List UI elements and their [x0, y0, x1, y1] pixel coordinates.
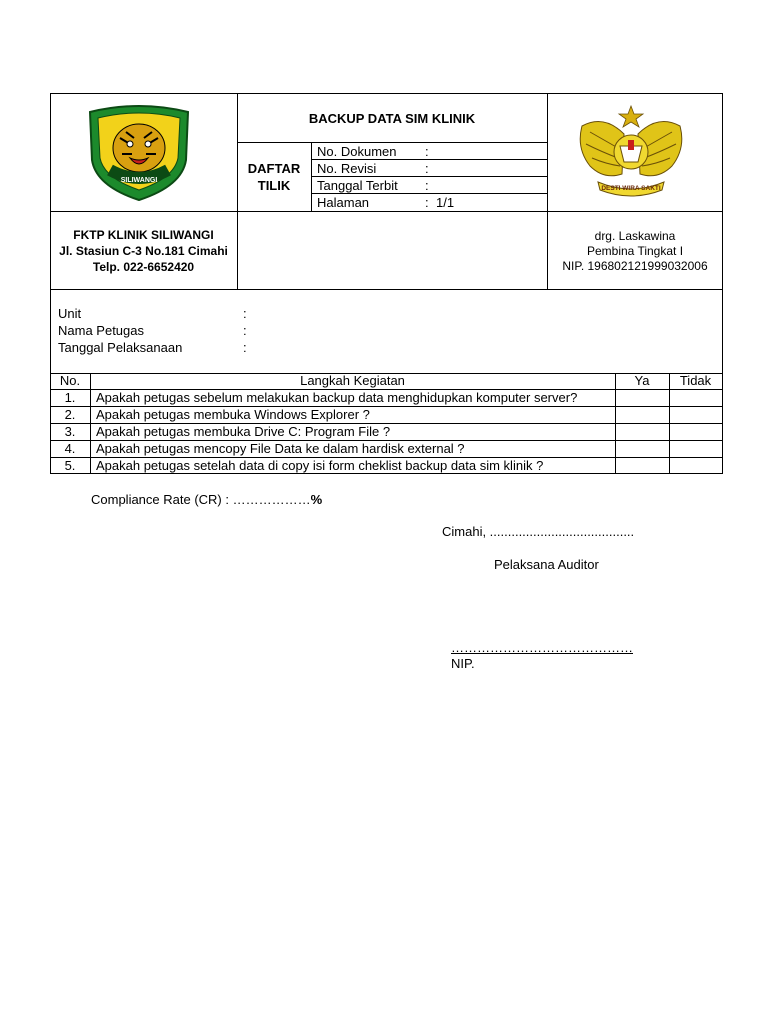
col-line — [669, 373, 670, 474]
signer-nip: NIP. 196802121999032006 — [562, 259, 708, 273]
kodam-emblem — [574, 104, 688, 198]
signer-rank: Pembina Tingkat I — [586, 244, 684, 258]
meta-label: No. Dokumen — [317, 144, 397, 159]
svg-text:SILIWANGI: SILIWANGI — [120, 177, 158, 184]
divider — [50, 211, 723, 212]
divider — [237, 142, 547, 143]
meta-sep: : — [425, 178, 429, 193]
svg-text:DESTI WIRA SAKTI: DESTI WIRA SAKTI — [601, 185, 661, 192]
form-type-line1: DAFTAR — [247, 161, 301, 176]
meta-sep: : — [425, 144, 429, 159]
header-no: No. — [59, 373, 81, 388]
nip-label: NIP. — [451, 656, 475, 671]
compliance-rate — [91, 493, 322, 506]
row-no: 3. — [64, 424, 76, 439]
meta-label: Tanggal Terbit — [317, 178, 398, 193]
col-line — [615, 373, 616, 474]
field-label-petugas: Nama Petugas — [58, 323, 144, 338]
row-step: Apakah petugas mencopy File Data ke dalam hardisk external ? — [96, 441, 465, 456]
field-sep: : — [243, 340, 247, 355]
divider — [311, 193, 547, 194]
row-step: Apakah petugas membuka Drive C: Program File ? — [96, 424, 391, 439]
field-label-unit: Unit — [58, 306, 82, 321]
divider — [311, 159, 547, 160]
divider — [50, 290, 51, 373]
row-step: Apakah petugas sebelum melakukan backup data menghidupkan komputer server? — [96, 390, 578, 405]
meta-value: 1/1 — [436, 195, 455, 210]
row-no: 1. — [64, 390, 76, 405]
row-step: Apakah petugas setelah data di copy isi form cheklist backup data sim klinik ? — [96, 458, 544, 473]
field-sep: : — [243, 306, 247, 321]
document-title: BACKUP DATA SIM KLINIK — [308, 111, 476, 126]
place-date: Cimahi, ........................................ — [442, 524, 635, 539]
row-no: 2. — [64, 407, 76, 422]
siliwangi-logo — [86, 104, 192, 202]
divider — [311, 176, 547, 177]
meta-sep: : — [425, 195, 429, 210]
compliance-dots: ……………… — [232, 492, 311, 507]
clinic-address: Jl. Stasiun C-3 No.181 Cimahi — [59, 244, 228, 258]
col-line — [90, 373, 91, 474]
form-type-line2: TILIK — [257, 178, 291, 193]
clinic-phone: Telp. 022-6652420 — [92, 260, 195, 274]
meta-label: Halaman — [317, 195, 370, 210]
meta-label: No. Revisi — [317, 161, 377, 176]
field-sep: : — [243, 323, 247, 338]
header-yes: Ya — [634, 373, 650, 388]
compliance-label: Compliance Rate (CR) : — [91, 492, 233, 507]
row-no: 5. — [64, 458, 76, 473]
clinic-name: FKTP KLINIK SILIWANGI — [73, 228, 214, 242]
signature-line: …………………………………… — [451, 640, 633, 655]
header-tidak: Tidak — [679, 373, 712, 388]
compliance-percent: % — [310, 492, 323, 507]
header-step: Langkah Kegiatan — [300, 373, 405, 388]
row-no: 4. — [64, 441, 76, 456]
row-step: Apakah petugas membuka Windows Explorer ? — [96, 407, 370, 422]
divider — [722, 290, 723, 373]
field-label-tanggal: Tanggal Pelaksanaan — [58, 340, 183, 355]
auditor-label: Pelaksana Auditor — [494, 557, 599, 572]
meta-sep: : — [425, 161, 429, 176]
signer-name: drg. Laskawina — [594, 229, 676, 243]
